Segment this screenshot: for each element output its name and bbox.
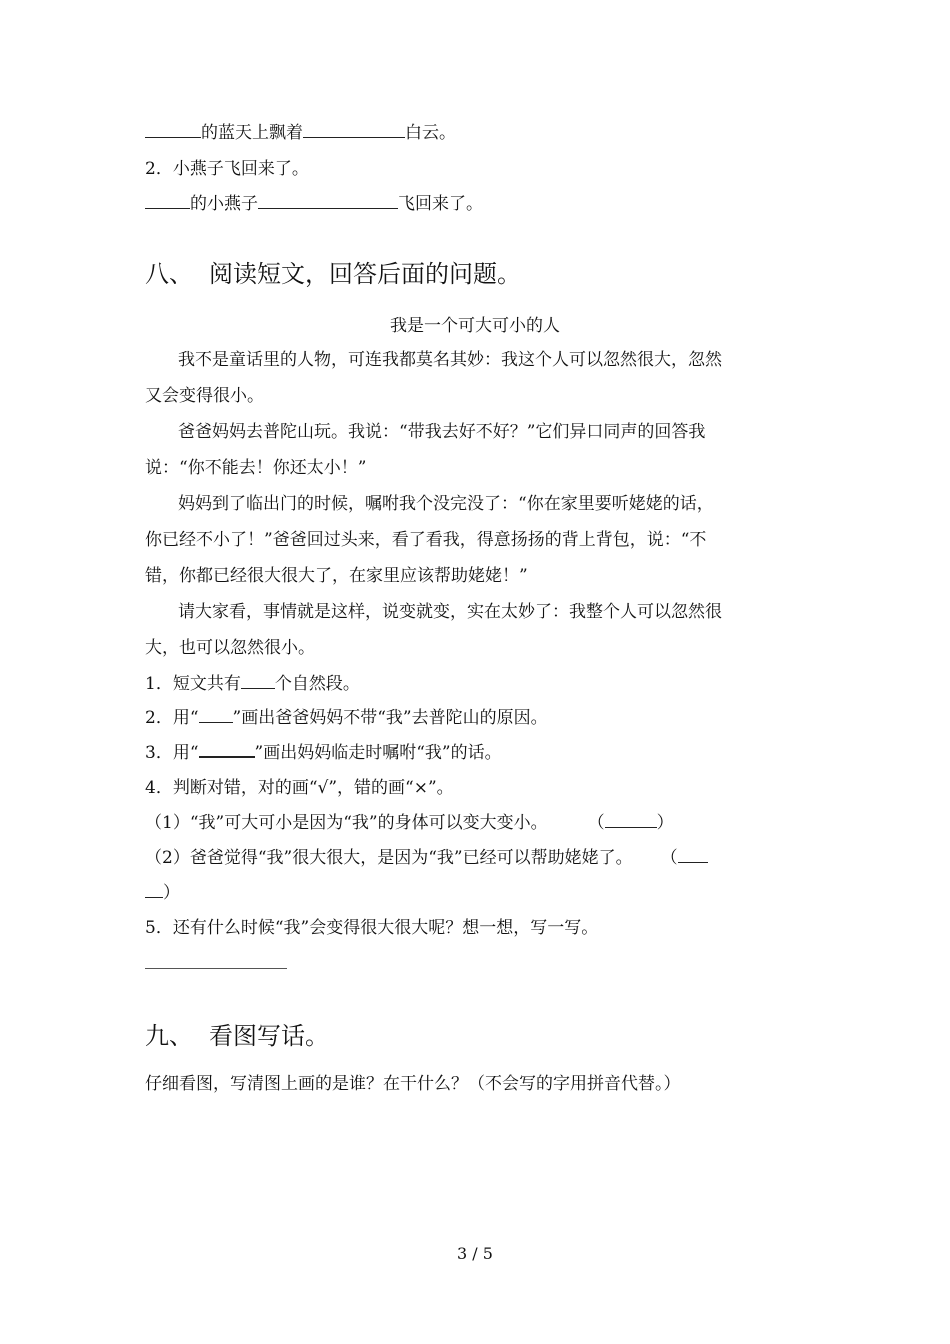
question-text: 3．用“ bbox=[145, 743, 199, 763]
question-text: 1．短文共有 bbox=[145, 674, 241, 694]
paren-close: ） bbox=[656, 813, 674, 833]
question-5: 5．还有什么时候“我”会变得很大很大呢？想一想，写一写。 bbox=[145, 918, 599, 938]
answer-blank[interactable] bbox=[258, 194, 398, 209]
answer-blank[interactable] bbox=[241, 674, 275, 689]
judgment-blank[interactable] bbox=[145, 883, 163, 898]
section-number: 九、 bbox=[145, 1022, 193, 1050]
fill-line-1 bbox=[145, 122, 456, 144]
section-title: 看图写话。 bbox=[209, 1022, 329, 1050]
fill-text: 白云。 bbox=[405, 123, 456, 143]
judgment-blank[interactable] bbox=[605, 813, 657, 828]
section-9-instruction: 仔细看图，写清图上画的是谁？在干什么？（不会写的字用拼音代替。） bbox=[145, 1074, 681, 1094]
question-2-prev: 2．小燕子飞回来了。 bbox=[145, 159, 309, 179]
question-4-2-wrap bbox=[145, 882, 180, 904]
statement-text: （2）爸爸觉得“我”很大很大，是因为“我”已经可以帮助姥姥了。 bbox=[145, 848, 633, 868]
paren-open: （ bbox=[587, 813, 605, 833]
section-9-heading bbox=[145, 1021, 329, 1051]
passage-line: 请大家看，事情就是这样，说变就变，实在太妙了：我整个人可以忽然很 bbox=[178, 602, 722, 622]
answer-blank[interactable] bbox=[145, 123, 201, 138]
passage-line: 又会变得很小。 bbox=[145, 386, 264, 406]
passage-line: 爸爸妈妈去普陀山玩。我说：“带我去好不好？”它们异口同声的回答我 bbox=[178, 422, 706, 442]
section-8-heading bbox=[145, 259, 521, 289]
fill-text: 的蓝天上飘着 bbox=[201, 123, 303, 143]
section-title: 阅读短文，回答后面的问题。 bbox=[209, 260, 521, 288]
statement-text: （1）“我”可大可小是因为“我”的身体可以变大变小。 bbox=[145, 813, 548, 833]
passage-title: 我是一个可大可小的人 bbox=[390, 316, 560, 336]
passage-line: 说：“你不能去！你还太小！” bbox=[145, 458, 367, 478]
paren-open: （ bbox=[660, 848, 678, 868]
question-4: 4．判断对错，对的画“√”，错的画“×”。 bbox=[145, 778, 454, 798]
passage-line: 你已经不小了！”爸爸回过头来，看了看我，得意扬扬的背上背包，说：“不 bbox=[145, 530, 707, 550]
section-number: 八、 bbox=[145, 260, 193, 288]
passage-line: 我不是童话里的人物，可连我都莫名其妙：我这个人可以忽然很大，忽然 bbox=[178, 350, 722, 370]
paren-close: ） bbox=[163, 883, 180, 903]
question-4-1 bbox=[145, 812, 674, 834]
question-text: ”画出爸爸妈妈不带“我”去普陀山的原因。 bbox=[232, 708, 548, 728]
answer-blank[interactable] bbox=[145, 194, 190, 209]
question-text: ”画出妈妈临走时嘱咐“我”的话。 bbox=[254, 743, 502, 763]
judgment-blank[interactable] bbox=[678, 848, 708, 863]
passage-line: 错，你都已经很大很大了，在家里应该帮助姥姥！” bbox=[145, 566, 528, 586]
question-text: 个自然段。 bbox=[274, 674, 360, 694]
passage-line: 大，也可以忽然很小。 bbox=[145, 638, 315, 658]
underline-sample bbox=[199, 708, 233, 723]
question-1 bbox=[145, 673, 360, 695]
question-3 bbox=[145, 742, 502, 764]
fill-text: 飞回来了。 bbox=[398, 194, 483, 214]
answer-line[interactable] bbox=[145, 968, 287, 969]
fill-text: 的小燕子 bbox=[190, 194, 258, 214]
page-number: 3 / 5 bbox=[457, 1244, 493, 1263]
underline-sample bbox=[199, 742, 255, 758]
fill-line-2 bbox=[145, 193, 483, 215]
question-text: 2．用“ bbox=[145, 708, 199, 728]
question-2 bbox=[145, 707, 548, 729]
answer-blank[interactable] bbox=[303, 123, 405, 138]
question-4-2 bbox=[145, 847, 708, 869]
passage-line: 妈妈到了临出门的时候，嘱咐我个没完没了：“你在家里要听姥姥的话， bbox=[178, 494, 714, 514]
